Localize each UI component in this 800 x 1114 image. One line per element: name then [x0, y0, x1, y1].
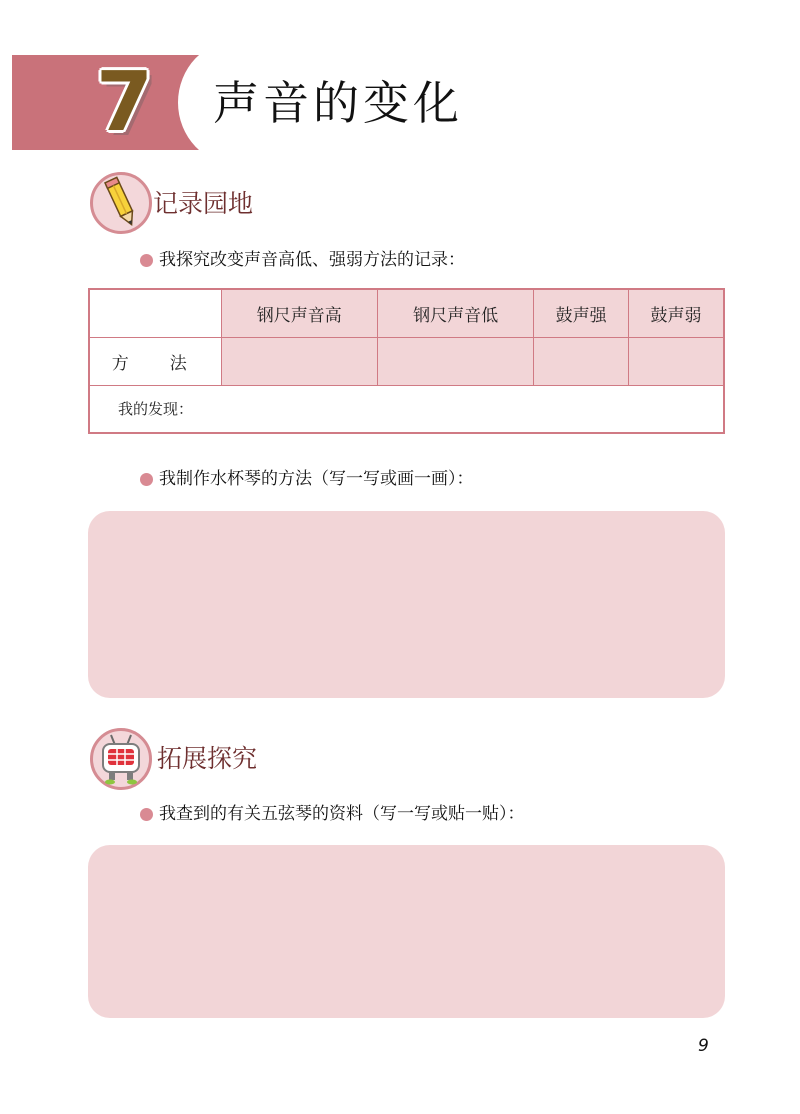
table-method-row	[89, 337, 724, 385]
table-corner-cell	[89, 289, 221, 337]
table-finding-cell[interactable]: 我的发现：	[89, 385, 724, 433]
making-answer-box[interactable]	[88, 511, 725, 698]
extension-prompt	[140, 803, 525, 825]
making-prompt	[140, 468, 474, 490]
bullet-dot-icon	[140, 808, 153, 821]
table-finding-row	[89, 385, 724, 433]
table-column-header: 钢尺声音高	[221, 289, 377, 337]
making-prompt-text: 我制作水杯琴的方法（写一写或画一画）：	[159, 469, 474, 489]
robot-icon	[90, 728, 152, 790]
record-table	[88, 288, 725, 434]
table-header-row	[89, 289, 724, 337]
extension-answer-box[interactable]	[88, 845, 725, 1018]
page-number: 9	[698, 1036, 709, 1056]
bullet-dot-icon	[140, 254, 153, 267]
pencil-icon	[90, 172, 152, 234]
extension-prompt-text: 我查到的有关五弦琴的资料（写一写或贴一贴）：	[159, 804, 525, 824]
table-column-header: 钢尺声音低	[377, 289, 533, 337]
table-answer-cell[interactable]	[628, 337, 724, 385]
table-answer-cell[interactable]	[534, 337, 629, 385]
record-prompt	[140, 249, 465, 271]
lesson-title: 声音的变化	[213, 76, 463, 130]
table-column-header: 鼓声弱	[628, 289, 724, 337]
lesson-number: 7	[96, 55, 154, 150]
extension-section-title: 拓展探究	[157, 744, 258, 773]
bullet-dot-icon	[140, 473, 153, 486]
table-column-header: 鼓声强	[534, 289, 629, 337]
table-row-label: 方 法	[89, 337, 221, 385]
record-section-title: 记录园地	[153, 189, 254, 218]
table-answer-cell[interactable]	[221, 337, 377, 385]
record-prompt-text: 我探究改变声音高低、强弱方法的记录：	[159, 250, 465, 270]
table-answer-cell[interactable]	[377, 337, 533, 385]
